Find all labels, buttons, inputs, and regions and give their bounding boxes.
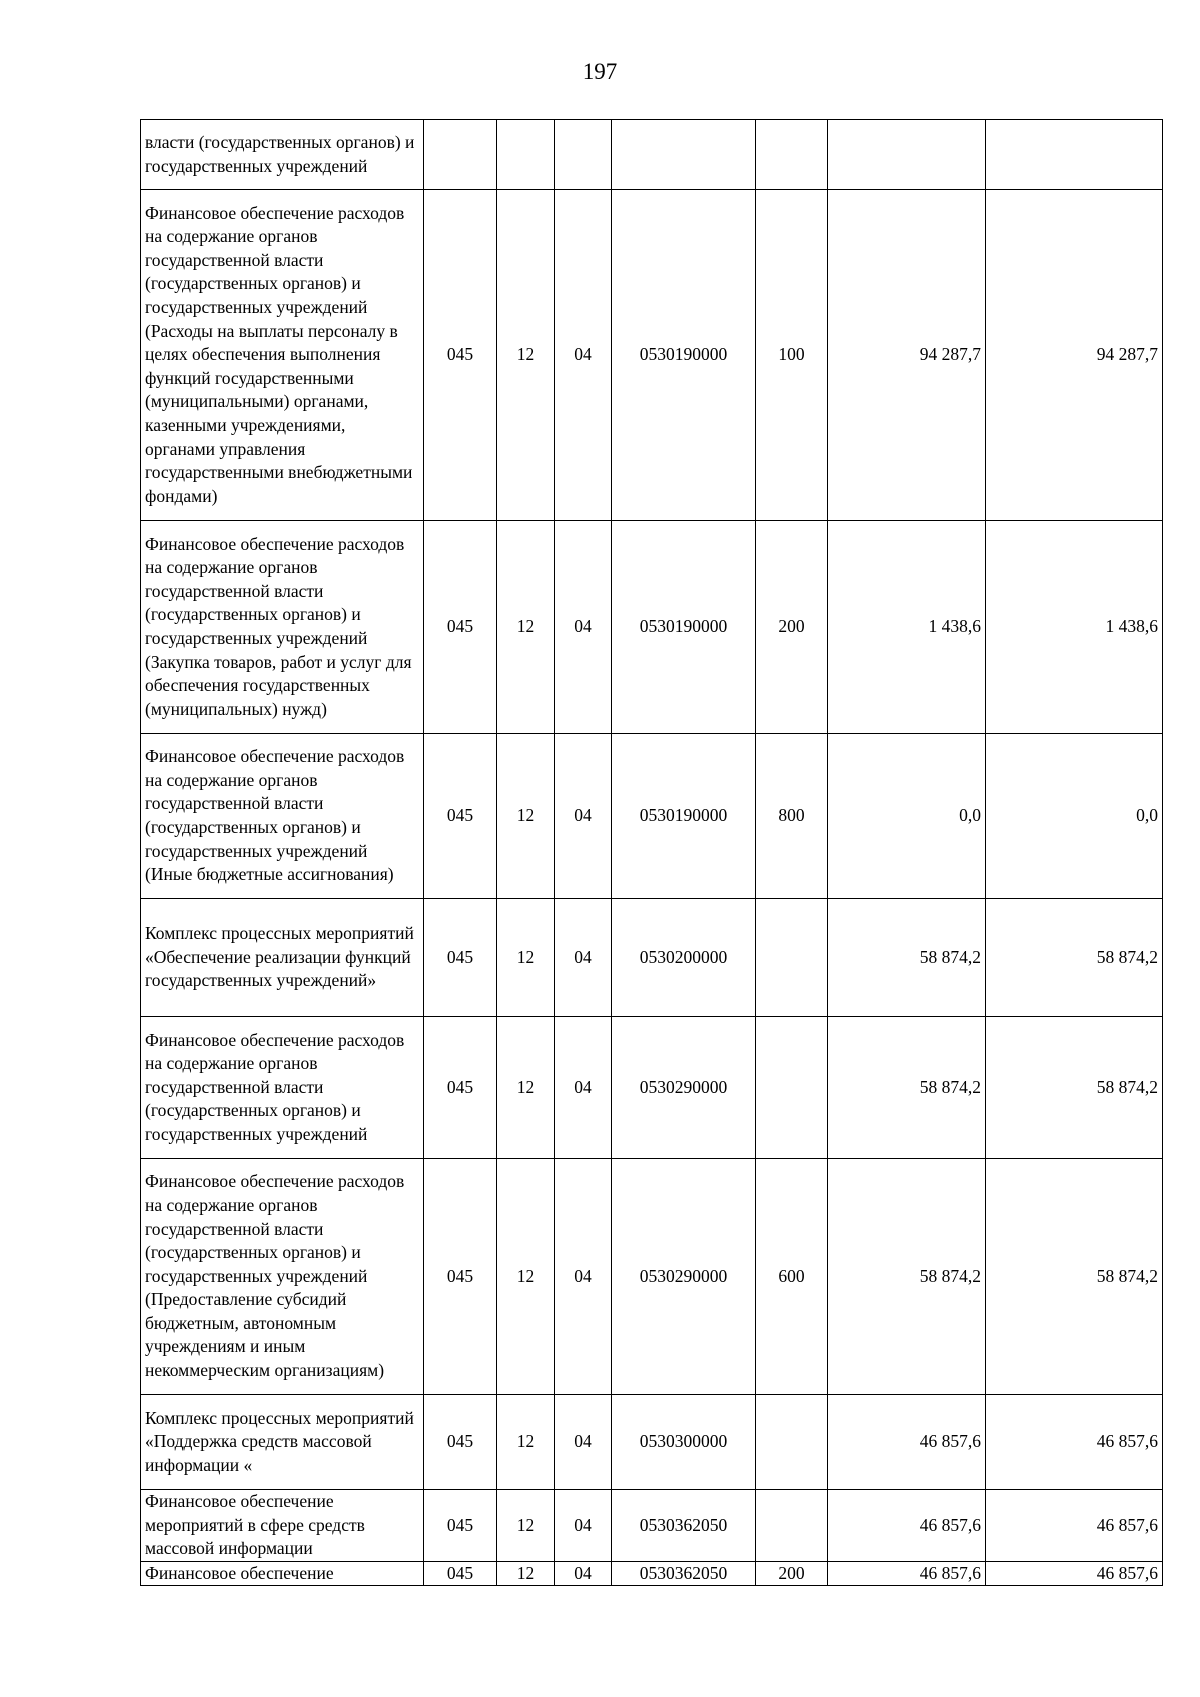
cell-subsection: 04 xyxy=(555,1490,612,1562)
cell-exp-type xyxy=(756,1490,828,1562)
cell-subsection: 04 xyxy=(555,734,612,899)
cell-sum-2 xyxy=(986,120,1163,190)
cell-ministry: 045 xyxy=(424,1490,497,1562)
cell-exp-type: 200 xyxy=(756,521,828,734)
cell-subsection: 04 xyxy=(555,1017,612,1159)
cell-target: 0530290000 xyxy=(612,1159,756,1395)
cell-ministry: 045 xyxy=(424,1159,497,1395)
cell-ministry: 045 xyxy=(424,1561,497,1586)
cell-name: Финансовое обеспечение расходов на содержание органов государственной власти (государственных органов) и государственных учреждений (Закупка товаров, работ и услуг для обеспечения государственных (муниципальных) нужд) xyxy=(141,521,424,734)
cell-target: 0530190000 xyxy=(612,734,756,899)
cell-target xyxy=(612,120,756,190)
cell-name: Финансовое обеспечение мероприятий в сфере средств массовой информации xyxy=(141,1490,424,1562)
cell-exp-type: 200 xyxy=(756,1561,828,1586)
cell-sum-1: 58 874,2 xyxy=(828,899,986,1017)
cell-subsection: 04 xyxy=(555,899,612,1017)
cell-subsection: 04 xyxy=(555,1395,612,1490)
table-row xyxy=(141,1490,1163,1562)
cell-exp-type xyxy=(756,120,828,190)
cell-name: власти (государственных органов) и государственных учреждений xyxy=(141,120,424,190)
cell-sum-1: 46 857,6 xyxy=(828,1490,986,1562)
cell-target: 0530290000 xyxy=(612,1017,756,1159)
cell-sum-1: 1 438,6 xyxy=(828,521,986,734)
cell-ministry: 045 xyxy=(424,1017,497,1159)
cell-sum-1 xyxy=(828,120,986,190)
cell-ministry: 045 xyxy=(424,734,497,899)
table-row xyxy=(141,899,1163,1017)
table-row xyxy=(141,1159,1163,1395)
table-row xyxy=(141,734,1163,899)
cell-section: 12 xyxy=(497,734,555,899)
cell-target: 0530300000 xyxy=(612,1395,756,1490)
cell-target: 0530200000 xyxy=(612,899,756,1017)
cell-name: Финансовое обеспечение xyxy=(141,1561,424,1586)
cell-ministry: 045 xyxy=(424,190,497,521)
cell-target: 0530190000 xyxy=(612,190,756,521)
page-number: 197 xyxy=(582,59,618,84)
cell-ministry xyxy=(424,120,497,190)
cell-section: 12 xyxy=(497,1490,555,1562)
cell-name: Финансовое обеспечение расходов на содержание органов государственной власти (государственных органов) и государственных учреждений (Иные бюджетные ассигнования) xyxy=(141,734,424,899)
cell-exp-type xyxy=(756,899,828,1017)
cell-sum-2: 46 857,6 xyxy=(986,1395,1163,1490)
table-body xyxy=(141,120,1163,1586)
cell-section: 12 xyxy=(497,521,555,734)
table-row xyxy=(141,521,1163,734)
cell-sum-1: 0,0 xyxy=(828,734,986,899)
cell-ministry: 045 xyxy=(424,1395,497,1490)
cell-sum-2: 58 874,2 xyxy=(986,1017,1163,1159)
cell-subsection: 04 xyxy=(555,521,612,734)
cell-section: 12 xyxy=(497,1017,555,1159)
cell-sum-2: 94 287,7 xyxy=(986,190,1163,521)
cell-sum-2: 58 874,2 xyxy=(986,899,1163,1017)
table-row xyxy=(141,1561,1163,1586)
cell-sum-1: 94 287,7 xyxy=(828,190,986,521)
cell-ministry: 045 xyxy=(424,899,497,1017)
cell-sum-2: 58 874,2 xyxy=(986,1159,1163,1395)
table-row xyxy=(141,190,1163,521)
cell-name: Финансовое обеспечение расходов на содержание органов государственной власти (государственных органов) и государственных учреждений xyxy=(141,1017,424,1159)
cell-section: 12 xyxy=(497,899,555,1017)
cell-subsection: 04 xyxy=(555,190,612,521)
cell-exp-type xyxy=(756,1017,828,1159)
cell-exp-type: 800 xyxy=(756,734,828,899)
cell-subsection: 04 xyxy=(555,1561,612,1586)
cell-sum-2: 0,0 xyxy=(986,734,1163,899)
cell-sum-2: 46 857,6 xyxy=(986,1490,1163,1562)
cell-section: 12 xyxy=(497,1395,555,1490)
cell-target: 0530190000 xyxy=(612,521,756,734)
cell-name: Комплекс процессных мероприятий «Обеспечение реализации функций государственных учреждений» xyxy=(141,899,424,1017)
table-row xyxy=(141,1395,1163,1490)
cell-exp-type: 100 xyxy=(756,190,828,521)
cell-section xyxy=(497,120,555,190)
cell-section: 12 xyxy=(497,1561,555,1586)
cell-target: 0530362050 xyxy=(612,1561,756,1586)
cell-sum-2: 1 438,6 xyxy=(986,521,1163,734)
cell-exp-type xyxy=(756,1395,828,1490)
cell-target: 0530362050 xyxy=(612,1490,756,1562)
cell-sum-1: 58 874,2 xyxy=(828,1159,986,1395)
cell-name: Финансовое обеспечение расходов на содержание органов государственной власти (государственных органов) и государственных учреждений (Предоставление субсидий бюджетным, автономным учреждениям и иным некоммерческим организациям) xyxy=(141,1159,424,1395)
table-row xyxy=(141,120,1163,190)
cell-subsection xyxy=(555,120,612,190)
table-row xyxy=(141,1017,1163,1159)
cell-subsection: 04 xyxy=(555,1159,612,1395)
cell-section: 12 xyxy=(497,1159,555,1395)
budget-table xyxy=(140,119,1163,1586)
cell-exp-type: 600 xyxy=(756,1159,828,1395)
cell-sum-2: 46 857,6 xyxy=(986,1561,1163,1586)
cell-sum-1: 58 874,2 xyxy=(828,1017,986,1159)
cell-name: Комплекс процессных мероприятий «Поддержка средств массовой информации « xyxy=(141,1395,424,1490)
cell-name: Финансовое обеспечение расходов на содержание органов государственной власти (государственных органов) и государственных учреждений (Расходы на выплаты персоналу в целях обеспечения выполнения функций государственными (муниципальными) органами, казенными учреждениями, органами управления государственными внебюджетными фондами) xyxy=(141,190,424,521)
cell-sum-1: 46 857,6 xyxy=(828,1561,986,1586)
cell-sum-1: 46 857,6 xyxy=(828,1395,986,1490)
cell-ministry: 045 xyxy=(424,521,497,734)
cell-section: 12 xyxy=(497,190,555,521)
